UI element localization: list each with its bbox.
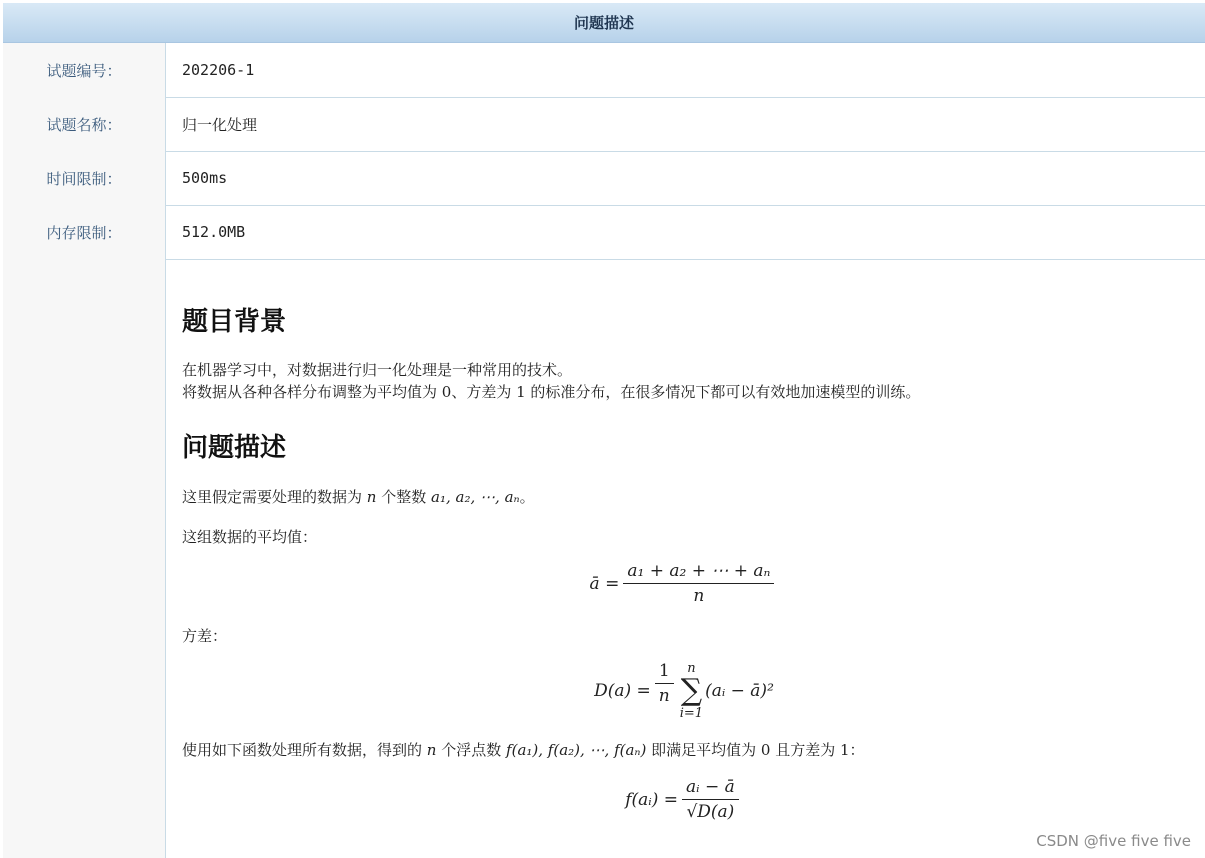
paragraph-variance-intro: 方差：: [182, 627, 228, 645]
field-row-time-limit: [3, 151, 1205, 206]
paragraph-data-intro: 这里假定需要处理的数据为 n 个整数 a₁, a₂, ⋯, aₙ。: [182, 488, 535, 506]
paragraph-mean-intro: 这组数据的平均值：: [182, 528, 318, 546]
field-row-memory-limit: [3, 205, 1205, 260]
section-header: [3, 3, 1205, 43]
paragraph-normalization: 使用如下函数处理所有数据，得到的 n 个浮点数 f(a₁), f(a₂), ⋯, f(aₙ) 即满足平均值为 0 且方差为 1：: [182, 741, 865, 759]
background-line-2: 将数据从各种各样分布调整为平均值为 0、方差为 1 的标准分布，在很多情况下都可以有效地加速模型的训练。: [182, 383, 921, 401]
field-value: 512.0MB: [182, 223, 246, 241]
field-value: 202206-1: [182, 61, 255, 79]
field-value: 500ms: [182, 169, 228, 187]
field-label: 试题编号：: [3, 43, 166, 97]
mean-formula: ā = $\frac{\text{a₁ + a₂ + ⋯ + aₙ}}{n}$: [166, 561, 1202, 606]
field-row-name: [3, 97, 1205, 152]
background-line-1: 在机器学习中，对数据进行归一化处理是一种常用的技术。: [182, 361, 573, 379]
field-row-id: [3, 43, 1205, 98]
section-title: 问题描述: [573, 14, 634, 32]
field-value: 归一化处理: [182, 115, 258, 134]
normalization-formula: f(aᵢ) = $\frac{\text{aᵢ − ā}}{√D(a)}$: [166, 777, 1202, 822]
field-label: 内存限制：: [3, 205, 166, 259]
background-heading: 题目背景: [182, 307, 287, 337]
field-label: 时间限制：: [3, 151, 166, 205]
problem-content: [166, 259, 1205, 858]
content-row: [3, 259, 1205, 858]
problem-heading: 问题描述: [182, 433, 287, 463]
watermark: CSDN @five five five: [1036, 832, 1191, 850]
variance-formula: D(a) = $\frac{1}{n}$ n ∑ i=1 (aᵢ − ā)²: [594, 661, 774, 721]
field-label: 试题名称：: [3, 97, 166, 151]
content-label-cell: [3, 259, 166, 858]
